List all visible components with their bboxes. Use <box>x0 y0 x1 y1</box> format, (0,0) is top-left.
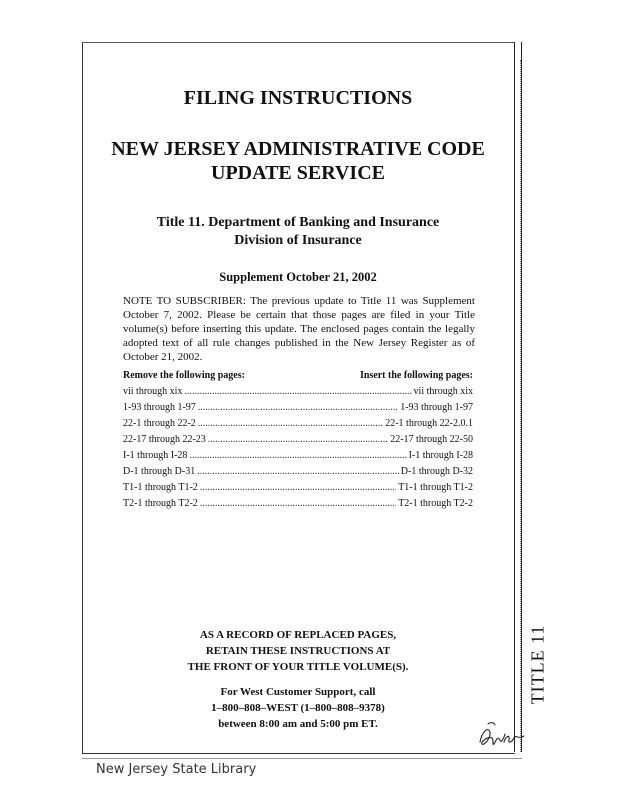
dot-leader <box>184 386 411 397</box>
department-line-1: Title 11. Department of Banking and Insurance <box>156 215 440 230</box>
table-row <box>123 418 473 434</box>
support-hours: between 8:00 am and 5:00 pm ET. <box>218 718 378 730</box>
record-notice-line-3: THE FRONT OF YOUR TITLE VOLUME(S). <box>187 661 409 673</box>
remove-pages: D-1 through D-31 <box>123 466 196 477</box>
remove-pages: 1-93 through 1-97 <box>123 402 196 413</box>
remove-pages: vii through xix <box>123 386 183 397</box>
table-row <box>123 482 473 498</box>
table-row <box>123 402 473 418</box>
dot-leader <box>208 434 388 445</box>
table-header <box>123 370 473 386</box>
code-title-heading <box>82 137 514 185</box>
table-row <box>123 386 473 402</box>
support-phone: 1–800–808–WEST (1–800–808–9378) <box>211 702 385 714</box>
insert-pages: 1-93 through 1-97 <box>400 402 473 413</box>
record-notice <box>82 627 514 675</box>
table-row <box>123 434 473 450</box>
table-row <box>123 498 473 514</box>
bottom-rule <box>82 758 522 759</box>
library-stamp: New Jersey State Library <box>96 762 257 777</box>
remove-pages: I-1 through I-28 <box>123 450 188 461</box>
department-heading <box>82 214 514 250</box>
insert-pages: 22-17 through 22-50 <box>390 434 473 445</box>
dot-leader <box>198 418 383 429</box>
dot-leader <box>197 466 399 477</box>
support-line-1: For West Customer Support, call <box>220 686 376 698</box>
remove-pages: 22-17 through 22-23 <box>123 434 206 445</box>
note-to-subscriber: NOTE TO SUBSCRIBER: The previous update to Title 11 was Supplement October 7, 2002. Please be certain that those pages are filed in your Title volume(s) before inserting this update. The enclosed pages contain the legally adopted text of all rule changes published in the New Jersey Register as of October 21, 2002. <box>123 295 475 363</box>
dot-leader <box>200 498 396 509</box>
dot-leader <box>189 450 406 461</box>
supplement-heading: Supplement October 21, 2002 <box>219 270 377 284</box>
title-tab <box>520 624 556 704</box>
page-replacement-table <box>123 370 473 514</box>
insert-pages: T2-1 through T2-2 <box>398 498 473 509</box>
insert-pages: D-1 through D-32 <box>400 466 473 477</box>
insert-pages: T1-1 through T1-2 <box>398 482 473 493</box>
table-row <box>123 466 473 482</box>
remove-header: Remove the following pages: <box>123 370 245 381</box>
code-title-line-1: NEW JERSEY ADMINISTRATIVE CODE <box>111 138 485 160</box>
insert-pages: 22-1 through 22-2.0.1 <box>385 418 473 429</box>
remove-pages: 22-1 through 22-2 <box>123 418 196 429</box>
insert-header: Insert the following pages: <box>359 370 473 381</box>
record-notice-line-1: AS A RECORD OF REPLACED PAGES, <box>199 629 397 641</box>
title-tab-label: TITLE 11 <box>527 624 548 704</box>
handwritten-initials-mark <box>474 718 530 752</box>
insert-pages: vii through xix <box>413 386 473 397</box>
remove-pages: T1-1 through T1-2 <box>123 482 198 493</box>
remove-pages: T2-1 through T2-2 <box>123 498 198 509</box>
dot-leader <box>198 402 398 413</box>
code-title-line-2: UPDATE SERVICE <box>211 162 385 184</box>
table-row <box>123 450 473 466</box>
dot-leader <box>200 482 396 493</box>
record-notice-line-2: RETAIN THESE INSTRUCTIONS AT <box>205 645 391 657</box>
customer-support-notice <box>82 684 514 732</box>
department-line-2: Division of Insurance <box>234 233 362 248</box>
insert-pages: I-1 through I-28 <box>408 450 473 461</box>
filing-instructions-heading: FILING INSTRUCTIONS <box>183 87 413 109</box>
